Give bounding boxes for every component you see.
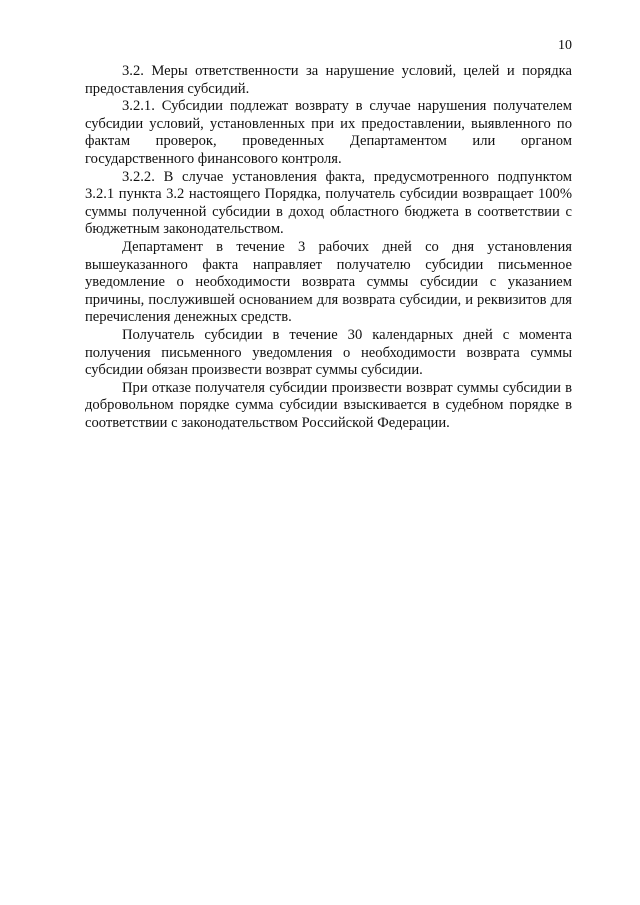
paragraph-recipient-return: Получатель субсидии в течение 30 календарных дней с момента получения письменного уведомления о необходимости возврата суммы субсидии обязан произвести возврат суммы субсидии. bbox=[85, 326, 572, 379]
paragraph-3-2: 3.2. Меры ответственности за нарушение условий, целей и порядка предоставления субсидий. bbox=[85, 63, 572, 97]
page-number: 10 bbox=[558, 38, 572, 53]
paragraph-department-notice: Департамент в течение 3 рабочих дней со дня установления вышеуказанного факта направляет получателю субсидии письменное уведомление о необходимости возврата суммы субсидии с указанием причины, послужившей основанием для возврата субсидии, и реквизитов для перечисления денежных средств. bbox=[85, 238, 572, 326]
document-body bbox=[85, 63, 572, 432]
paragraph-3-2-2: 3.2.2. В случае установления факта, предусмотренного подпунктом 3.2.1 пункта 3.2 настоящего Порядка, получатель субсидии возвращает 100% суммы полученной субсидии в доход областного бюджета в соответствии с бюджетным законодательством. bbox=[85, 168, 572, 238]
paragraph-3-2-1: 3.2.1. Субсидии подлежат возврату в случае нарушения получателем субсидии условий, установленных при их предоставлении, выявленного по фактам проверок, проведенных Департаментом или органом государственного финансового контроля. bbox=[85, 98, 572, 167]
paragraph-refusal: При отказе получателя субсидии произвести возврат суммы субсидии в добровольном порядке сумма субсидии взыскивается в судебном порядке в соответствии с законодательством Российской Федерации. bbox=[85, 379, 572, 431]
